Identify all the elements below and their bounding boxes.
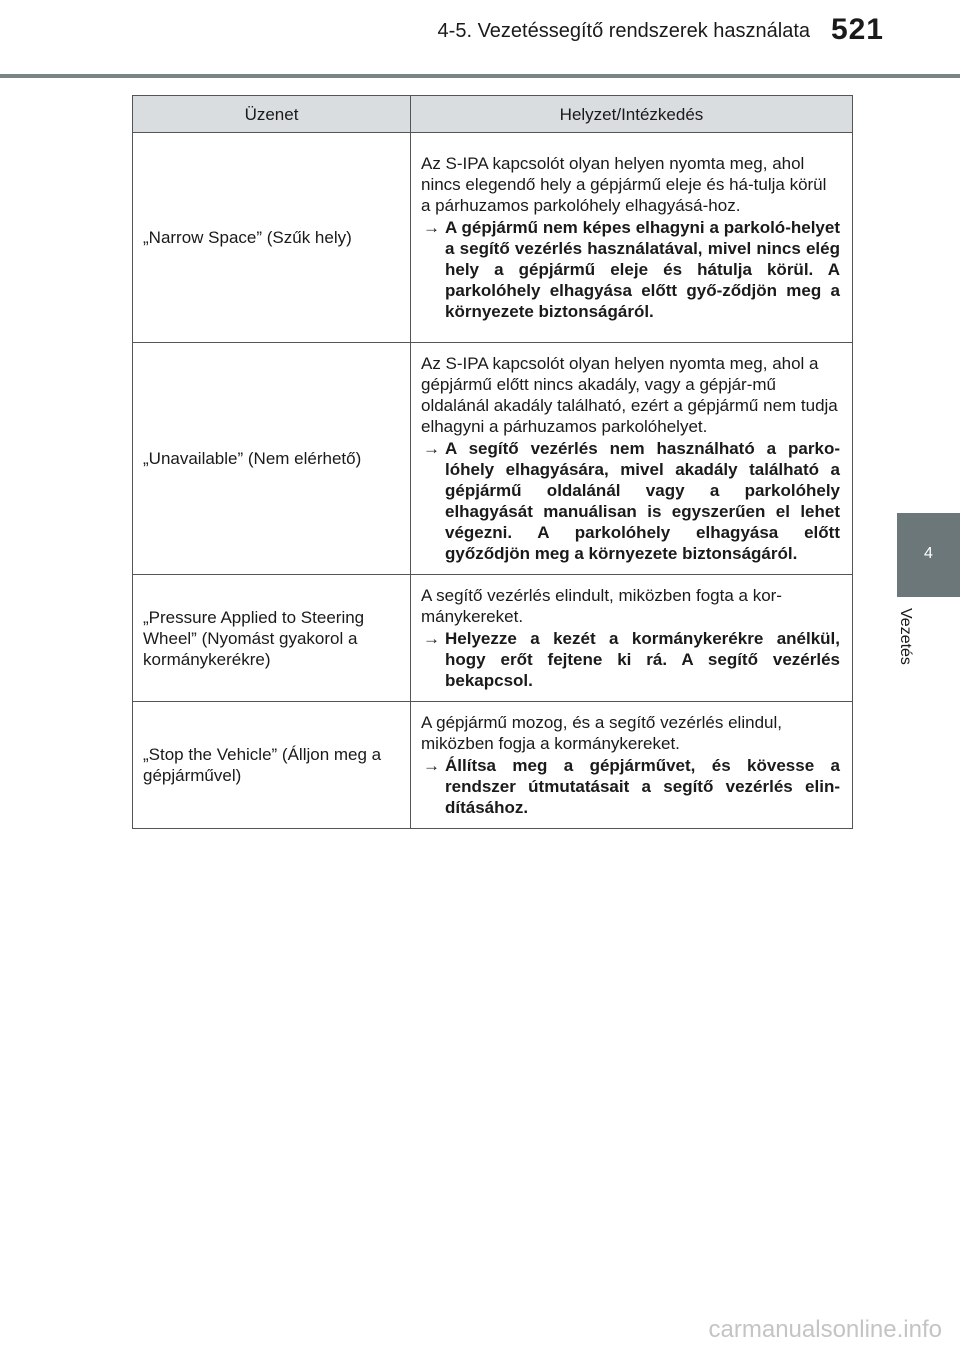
- table-header-row: [133, 96, 853, 133]
- action-item: [421, 438, 840, 564]
- situation-text: A gépjármű mozog, és a segítő vezérlés elindul, miközben fogja a kormánykereket.: [421, 713, 782, 753]
- chapter-label: [897, 608, 926, 684]
- watermark: carmanualsonline.info: [708, 1316, 942, 1343]
- situation-cell: [411, 133, 853, 343]
- column-header-message: Üzenet: [133, 96, 411, 133]
- column-header-situation: Helyzet/Intézkedés: [411, 96, 853, 133]
- chapter-number: 4: [924, 545, 933, 562]
- action-item: [421, 217, 840, 322]
- situation-cell: [411, 575, 853, 702]
- header-divider: [0, 74, 960, 78]
- action-text: A segítő vezérlés nem használható a parko-lóhely elhagyására, mivel akadály található a gépjármű oldalánál vagy a parkolóhely elhagyását manuálisan is egyszerűen el lehet végezni. A parkolóhely elhagyása előtt győződjön meg a környezete biztonságáról.: [445, 439, 840, 563]
- message-cell: „Stop the Vehicle” (Álljon meg a gépjárművel): [133, 702, 411, 829]
- action-item: [421, 755, 840, 818]
- arrow-icon: →: [423, 218, 440, 237]
- section-title: 4-5. Vezetéssegítő rendszerek használata: [437, 20, 810, 42]
- arrow-icon: →: [423, 629, 440, 648]
- arrow-icon: →: [423, 756, 440, 775]
- message-cell: „Unavailable” (Nem elérhető): [133, 343, 411, 575]
- action-text: A gépjármű nem képes elhagyni a parkoló-helyet a segítő vezérlés használatával, mivel nincs elég hely a gépjármű eleje és hátulja körül. A parkolóhely elhagyása előtt győ-ződjön meg a környezete biztonságáról.: [445, 218, 840, 321]
- page-header: [0, 0, 960, 80]
- chapter-tab: [897, 513, 960, 597]
- action-text: Állítsa meg a gépjárművet, és kövesse a rendszer útmutatásait a segítő vezérlés elin-dításához.: [445, 756, 840, 817]
- situation-text: Az S-IPA kapcsolót olyan helyen nyomta meg, ahol nincs elegendő hely a gépjármű eleje és há-tulja körül a párhuzamos parkolóhely elhagyásá-hoz.: [421, 154, 827, 215]
- table-row: [133, 343, 853, 575]
- situation-text: A segítő vezérlés elindult, miközben fogta a kor-mánykereket.: [421, 586, 782, 626]
- situation-cell: [411, 343, 853, 575]
- action-item: [421, 628, 840, 691]
- action-text: Helyezze a kezét a kormánykerékre anélkül, hogy erőt fejtene ki rá. A segítő vezérlés bekapcsol.: [445, 629, 840, 690]
- message-cell: „Pressure Applied to Steering Wheel” (Nyomást gyakorol a kormánykerékre): [133, 575, 411, 702]
- table-row: [133, 133, 853, 343]
- arrow-icon: →: [423, 439, 440, 458]
- situation-cell: [411, 702, 853, 829]
- message-table: [132, 95, 853, 829]
- page-number: 521: [830, 13, 884, 46]
- situation-text: Az S-IPA kapcsolót olyan helyen nyomta meg, ahol a gépjármű előtt nincs akadály, vagy a gépjár-mű oldalánál akadály található, ezért a gépjármű nem tudja elhagyni a párhuzamos parkolóhelyet.: [421, 354, 838, 436]
- table-row: [133, 575, 853, 702]
- message-cell: „Narrow Space” (Szűk hely): [133, 133, 411, 343]
- table-row: [133, 702, 853, 829]
- chapter-label-text: Vezetés: [897, 608, 914, 665]
